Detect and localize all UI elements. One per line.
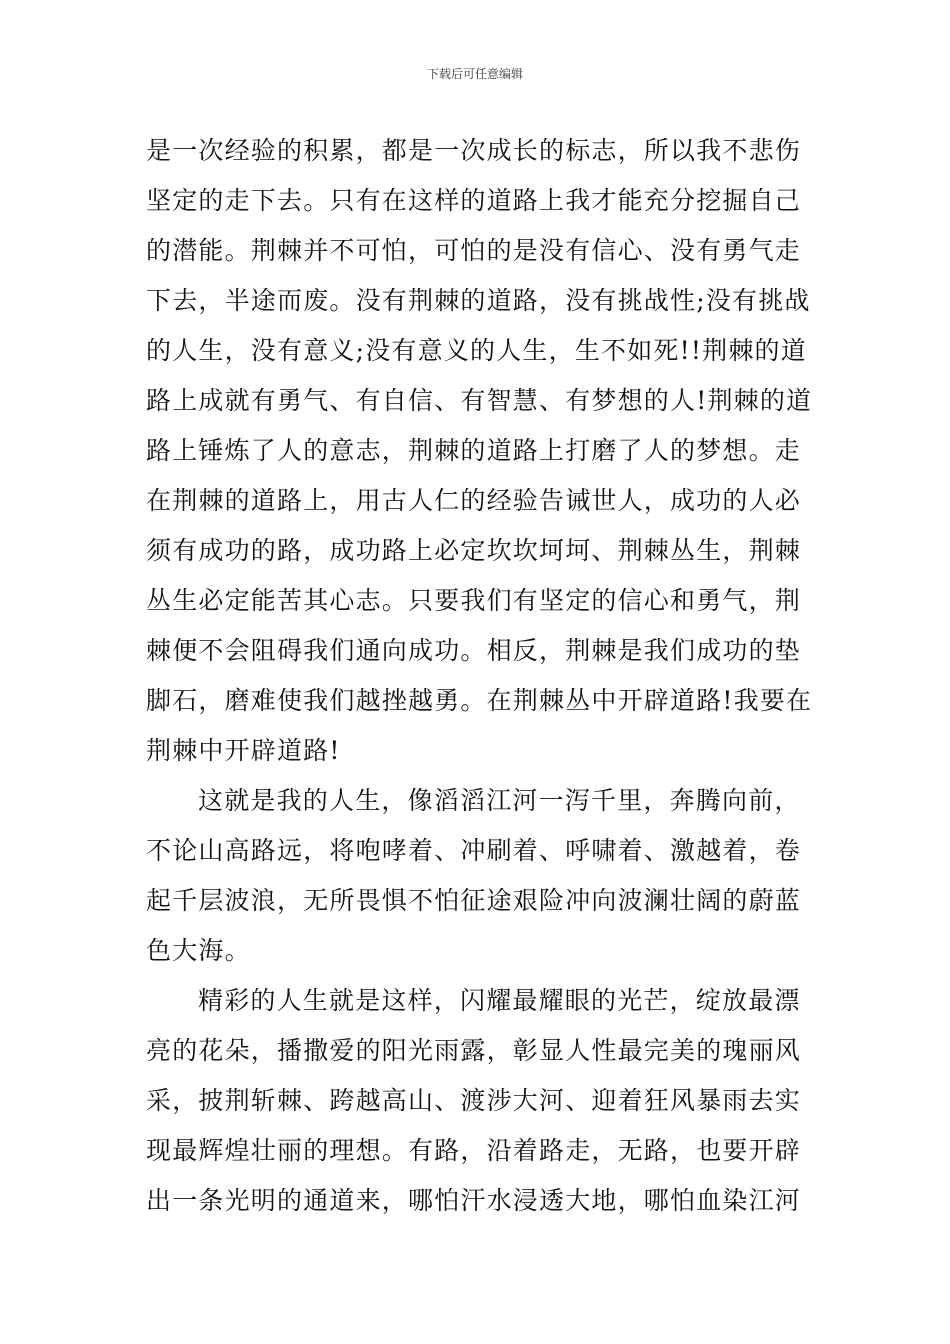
text-line: 的潜能。荆棘并不可怕，可怕的是没有信心、没有勇气走	[146, 236, 802, 265]
text-line: 下去，半途而废。没有荆棘的道路，没有挑战性;没有挑战	[146, 286, 811, 315]
text-line: 在荆棘的道路上，用古人仁的经验告诫世人，成功的人必	[146, 486, 802, 515]
text-line: 棘便不会阻碍我们通向成功。相反，荆棘是我们成功的垫	[146, 636, 802, 665]
text-line: 脚石，磨难使我们越挫越勇。在荆棘丛中开辟道路!我要在	[146, 686, 813, 715]
text-line: 出一条光明的通道来，哪怕汗水浸透大地，哪怕血染江河	[146, 1186, 802, 1215]
text-line: 坚定的走下去。只有在这样的道路上我才能充分挖掘自己	[146, 186, 802, 215]
text-line: 荆棘中开辟道路!	[146, 736, 341, 765]
text-line: 亮的花朵，播撒爱的阳光雨露，彰显人性最完美的瑰丽风	[146, 1036, 802, 1065]
paragraph-1	[146, 126, 813, 776]
text-line: 现最辉煌壮丽的理想。有路，沿着路走，无路，也要开辟	[146, 1136, 802, 1165]
paragraph-3	[146, 976, 808, 1226]
text-line: 是一次经验的积累，都是一次成长的标志，所以我不悲伤	[146, 136, 802, 165]
text-line: 精彩的人生就是这样，闪耀最耀眼的光芒，绽放最漂	[198, 986, 801, 1015]
text-line: 丛生必定能苦其心志。只要我们有坚定的信心和勇气，荆	[146, 586, 802, 615]
text-line: 不论山高路远，将咆哮着、冲刷着、呼啸着、激越着，卷	[146, 836, 802, 865]
text-line: 须有成功的路，成功路上必定坎坎坷坷、荆棘丛生，荆棘	[146, 536, 802, 565]
text-line: 路上锤炼了人的意志，荆棘的道路上打磨了人的梦想。走	[146, 436, 802, 465]
text-line: 路上成就有勇气、有自信、有智慧、有梦想的人!荆棘的道	[146, 386, 813, 415]
text-line: 起千层波浪，无所畏惧不怕征途艰险冲向波澜壮阔的蔚蓝	[146, 886, 802, 915]
document-body	[146, 126, 813, 1226]
text-line: 采，披荆斩棘、跨越高山、渡涉大河、迎着狂风暴雨去实	[146, 1086, 802, 1115]
paragraph-2	[146, 776, 808, 976]
page-header: 下载后可任意编辑	[426, 67, 523, 81]
text-line: 这就是我的人生，像滔滔江河一泻千里，奔腾向前，	[198, 786, 801, 815]
text-line: 的人生，没有意义;没有意义的人生，生不如死!!荆棘的道	[146, 336, 807, 365]
text-line: 色大海。	[146, 936, 251, 965]
